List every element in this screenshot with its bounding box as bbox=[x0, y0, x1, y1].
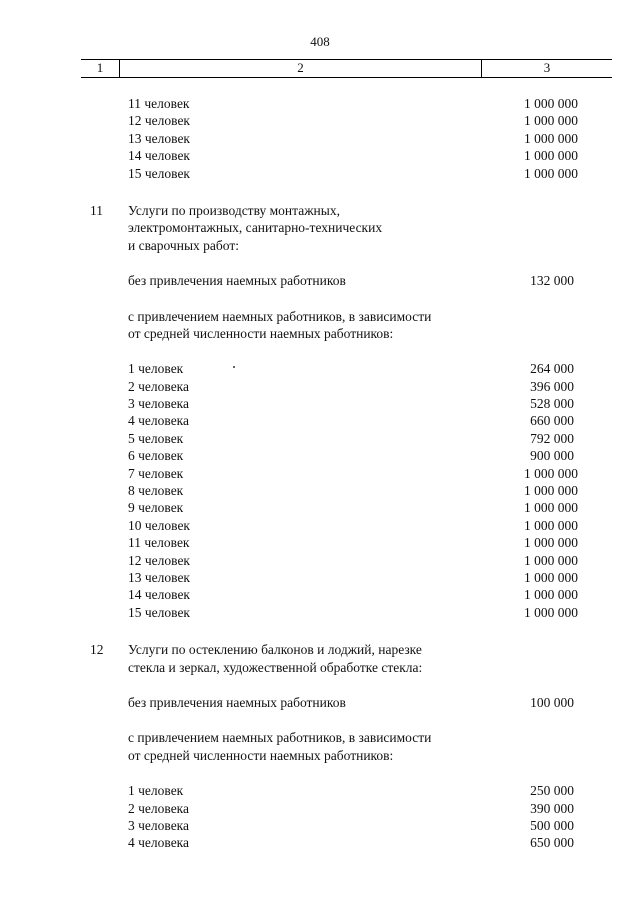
row-label: 7 человек bbox=[128, 465, 184, 481]
page-number: 408 bbox=[310, 34, 330, 49]
without-employees-row bbox=[0, 272, 640, 289]
row-label: 8 человек bbox=[128, 483, 184, 499]
row-label: 6 человек bbox=[128, 448, 184, 464]
table-row bbox=[0, 534, 640, 551]
table-row bbox=[0, 112, 640, 129]
table-row bbox=[0, 165, 640, 182]
row-value: 250 000 bbox=[530, 783, 574, 799]
section-title bbox=[0, 202, 640, 254]
row-label: 15 человек bbox=[128, 165, 190, 181]
row-value: 396 000 bbox=[530, 378, 574, 394]
row-label: 4 человека bbox=[128, 835, 190, 851]
paragraph-line: от средней численности наемных работников: bbox=[128, 325, 394, 341]
employee-count-rows bbox=[0, 360, 640, 621]
table-row bbox=[0, 95, 640, 112]
table-row bbox=[0, 130, 640, 147]
table-row bbox=[0, 430, 640, 447]
title-line: Услуги по остеклению балконов и лоджий, нарезке bbox=[128, 642, 422, 658]
paragraph-line: от средней численности наемных работников: bbox=[128, 747, 394, 763]
row-label: 3 человека bbox=[128, 396, 190, 412]
title-line: электромонтажных, санитарно-технических bbox=[128, 220, 383, 236]
row-value: 1 000 000 bbox=[524, 552, 578, 568]
section-title bbox=[0, 641, 640, 676]
table-row bbox=[0, 482, 640, 499]
table-row bbox=[0, 800, 640, 817]
table-row bbox=[0, 517, 640, 534]
document-body bbox=[0, 95, 640, 852]
title-line: Услуги по производству монтажных, bbox=[128, 202, 340, 218]
table-row bbox=[0, 360, 640, 377]
table-row bbox=[0, 395, 640, 412]
row-label: 5 человек bbox=[128, 430, 184, 446]
row-value: 1 000 000 bbox=[524, 130, 578, 146]
table-row bbox=[0, 834, 640, 851]
scan-speck bbox=[233, 366, 235, 368]
row-value: 1 000 000 bbox=[524, 535, 578, 551]
table-row bbox=[0, 569, 640, 586]
continued-rows bbox=[0, 95, 640, 182]
table-row bbox=[0, 378, 640, 395]
row-label: 13 человек bbox=[128, 569, 190, 585]
column-header-row bbox=[81, 59, 612, 78]
table-row bbox=[0, 782, 640, 799]
row-value: 528 000 bbox=[530, 396, 574, 412]
row-label: 14 человек bbox=[128, 148, 190, 164]
section-12 bbox=[0, 641, 640, 852]
row-label: 4 человека bbox=[128, 413, 190, 429]
row-label: 2 человека bbox=[128, 378, 190, 394]
row-label: 15 человек bbox=[128, 604, 190, 620]
row-value: 650 000 bbox=[530, 835, 574, 851]
table-row bbox=[0, 552, 640, 569]
title-line: стекла и зеркал, художественной обработке стекла: bbox=[128, 659, 423, 675]
section-11 bbox=[0, 202, 640, 621]
row-value: 500 000 bbox=[530, 817, 574, 833]
row-value: 900 000 bbox=[530, 448, 574, 464]
column-header-3: 3 bbox=[543, 60, 551, 75]
section-number: 11 bbox=[90, 202, 103, 218]
table-row bbox=[0, 147, 640, 164]
row-value: 1 000 000 bbox=[524, 517, 578, 533]
row-label: без привлечения наемных работников bbox=[128, 273, 346, 289]
row-label: 14 человек bbox=[128, 587, 190, 603]
table-row bbox=[0, 586, 640, 603]
title-line: и сварочных работ: bbox=[128, 237, 239, 253]
row-label: 1 человек bbox=[128, 783, 184, 799]
column-header-1: 1 bbox=[81, 60, 120, 77]
row-label: 11 человек bbox=[128, 535, 190, 551]
section-number: 12 bbox=[90, 642, 104, 658]
paragraph-line: с привлечением наемных работников, в зависимости bbox=[128, 730, 432, 746]
row-value: 1 000 000 bbox=[524, 500, 578, 516]
row-value: 660 000 bbox=[530, 413, 574, 429]
row-value: 1 000 000 bbox=[524, 96, 578, 111]
row-label: 1 человек bbox=[128, 361, 184, 377]
row-value: 132 000 bbox=[530, 273, 574, 289]
table-row bbox=[0, 499, 640, 516]
paragraph-line: с привлечением наемных работников, в зависимости bbox=[128, 308, 432, 324]
column-header-2: 2 bbox=[120, 60, 482, 77]
row-label: без привлечения наемных работников bbox=[128, 694, 346, 710]
row-value: 1 000 000 bbox=[524, 113, 578, 129]
row-value: 100 000 bbox=[530, 694, 574, 710]
row-value: 1 000 000 bbox=[524, 587, 578, 603]
row-value: 264 000 bbox=[530, 361, 574, 377]
table-row bbox=[0, 465, 640, 482]
row-label: 9 человек bbox=[128, 500, 184, 516]
row-value: 1 000 000 bbox=[524, 465, 578, 481]
without-employees-row bbox=[0, 694, 640, 711]
row-label: 2 человека bbox=[128, 800, 190, 816]
row-label: 12 человек bbox=[128, 552, 190, 568]
employee-count-rows bbox=[0, 782, 640, 852]
row-label: 12 человек bbox=[128, 113, 190, 129]
row-label: 13 человек bbox=[128, 130, 190, 146]
row-value: 1 000 000 bbox=[524, 569, 578, 585]
row-label: 3 человека bbox=[128, 817, 190, 833]
row-value: 1 000 000 bbox=[524, 604, 578, 620]
row-value: 390 000 bbox=[530, 800, 574, 816]
row-value: 1 000 000 bbox=[524, 483, 578, 499]
row-value: 1 000 000 bbox=[524, 148, 578, 164]
row-value: 792 000 bbox=[530, 430, 574, 446]
with-employees-heading bbox=[128, 308, 640, 343]
row-label: 11 человек bbox=[128, 96, 190, 111]
row-label: 10 человек bbox=[128, 517, 190, 533]
table-row bbox=[0, 604, 640, 621]
table-row bbox=[0, 412, 640, 429]
row-value: 1 000 000 bbox=[524, 165, 578, 181]
table-row bbox=[0, 817, 640, 834]
table-row bbox=[0, 447, 640, 464]
with-employees-heading bbox=[128, 729, 640, 764]
